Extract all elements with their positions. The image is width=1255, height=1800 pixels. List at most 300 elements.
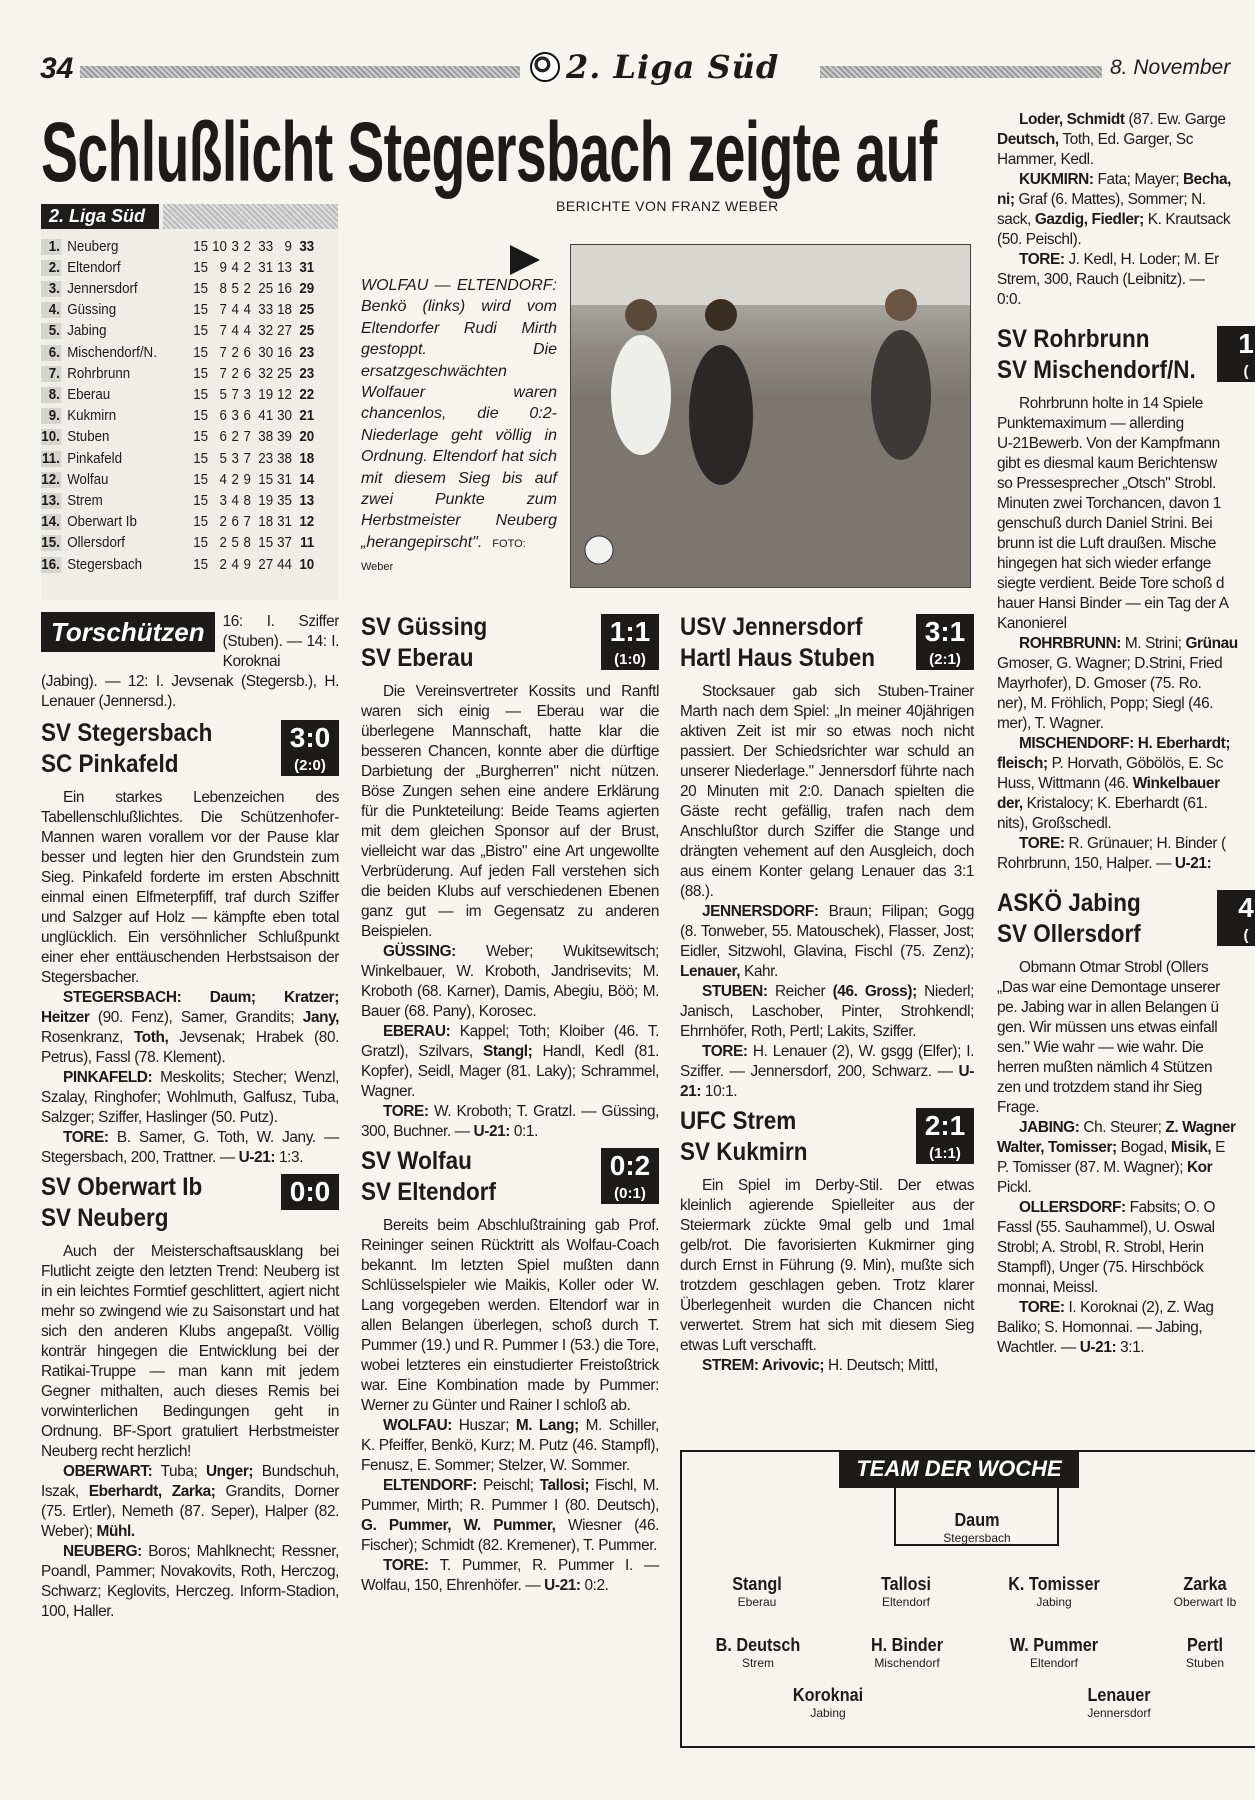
- team-cell: Neuberg: [67, 238, 119, 255]
- team-player: [682, 1574, 832, 1609]
- points-cell: 12: [299, 514, 315, 531]
- player-name: W. Pummer: [1009, 1635, 1099, 1655]
- points-cell: 23: [299, 365, 315, 382]
- drawn-cell: 2: [231, 429, 239, 446]
- football-icon: [530, 52, 560, 82]
- points-cell: 10: [299, 556, 315, 573]
- paragraph: [680, 1176, 974, 1356]
- rank-cell: 11.: [42, 450, 60, 467]
- team-cell: Pinkafeld: [67, 450, 123, 467]
- text-segment: (90. Fenz), Samer, Grandits;: [89, 1009, 303, 1026]
- rank-cell: 8.: [41, 387, 62, 403]
- paragraph: [41, 1128, 339, 1168]
- goals-for-cell: 33: [258, 302, 274, 319]
- text-segment: TORE:: [383, 1103, 429, 1120]
- text-segment: Boros; Mahlknecht; Ressner, Poandl, Pammer; Novakovits, Roth, Herczog, Schwarz; Keglovits, Herczeg. Inform-Stadion, 100, Haller.: [41, 1543, 339, 1620]
- goals-against-cell: 38: [277, 450, 292, 467]
- text-segment: Wiesner (46. Fischer); Schmidt (82. Kremener), T. Pummer.: [361, 1517, 659, 1554]
- text-segment: Lenauer,: [680, 963, 741, 980]
- paragraph: [361, 942, 659, 1022]
- text-segment: Ch. Steurer;: [1079, 1119, 1166, 1136]
- player-club: Eltendorf: [1029, 1656, 1079, 1670]
- halftime-score: (: [1243, 927, 1249, 944]
- team-cell: Jabing: [67, 323, 107, 340]
- player-club: Stegersbach: [943, 1531, 1011, 1545]
- home-team: SV Stegersbach: [41, 719, 213, 747]
- text-segment: J. Kedl, H. Loder; M. Er Strem, 300, Rauch (Leibnitz). — 0:0.: [997, 251, 1219, 308]
- table-row: [41, 533, 314, 554]
- paragraph: [41, 1542, 339, 1622]
- paragraph: [997, 170, 1255, 250]
- goals-against-cell: 25: [277, 365, 292, 382]
- text-segment: U-21:: [680, 1063, 974, 1100]
- goals-for-cell: 18: [258, 514, 274, 531]
- text-segment: Handl, Kedl (81. Kopfer), Seidl, Mager (81. Laky); Schrammel, Wagner.: [361, 1043, 659, 1100]
- text-segment: Jany,: [302, 1009, 339, 1026]
- table-row: [41, 448, 314, 469]
- won-cell: 2: [219, 535, 227, 552]
- points-cell: 18: [299, 450, 315, 467]
- text-segment: OBERWART:: [63, 1463, 153, 1480]
- player-name: Zarka: [1183, 1574, 1227, 1594]
- text-segment: 0:1.: [510, 1123, 538, 1140]
- score-box: [916, 1108, 974, 1164]
- player-name: H. Binder: [870, 1635, 943, 1655]
- team-player: [902, 1510, 1052, 1545]
- text-segment: Unger;: [205, 1463, 254, 1480]
- table-row: [41, 236, 314, 257]
- away-team: SV Kukmirn: [680, 1138, 808, 1166]
- lost-cell: 9: [243, 556, 251, 573]
- table-row: [41, 490, 314, 511]
- rank-cell: 7.: [41, 366, 62, 382]
- text-segment: Mühl.: [96, 1523, 135, 1540]
- text-segment: TORE:: [1019, 251, 1065, 268]
- away-team: SV Neuberg: [41, 1204, 169, 1232]
- text-segment: I. Koroknai (2), Z. Wag Baliko; S. Homonnai. — Jabing, Wachtler. —: [997, 1299, 1214, 1356]
- section-logo: [530, 48, 779, 86]
- points-cell: 20: [299, 429, 315, 446]
- goals-for-cell: 41: [258, 408, 274, 425]
- played-cell: 15: [193, 238, 209, 255]
- paragraph: [680, 902, 974, 982]
- player-club: Mischendorf: [874, 1656, 940, 1670]
- text-segment: (46. Gross);: [832, 983, 917, 1000]
- halftime-score: (: [1243, 363, 1249, 380]
- paragraph: [680, 982, 974, 1042]
- text-segment: ROHRBRUNN:: [1019, 635, 1122, 652]
- won-cell: 8: [219, 280, 227, 297]
- table-row: [41, 469, 314, 490]
- score-box: [916, 614, 974, 670]
- player-club: Eltendorf: [881, 1595, 931, 1609]
- table-row: [41, 321, 314, 342]
- text-segment: (87. Ew. Garge: [1128, 111, 1226, 128]
- final-score: 0:2: [609, 1150, 651, 1181]
- table-title: 2. Liga Süd: [41, 204, 159, 229]
- player-name: Pertl: [1186, 1635, 1224, 1655]
- paragraph: [997, 110, 1255, 170]
- paragraph: [997, 1118, 1255, 1198]
- text-segment: Deutsch,: [997, 131, 1059, 148]
- text-segment: Reicher: [767, 983, 833, 1000]
- rank-cell: 12.: [41, 471, 60, 488]
- drawn-cell: 3: [231, 238, 239, 255]
- won-cell: 4: [219, 471, 227, 488]
- goals-against-cell: 18: [277, 302, 292, 319]
- lost-cell: 6: [243, 344, 251, 361]
- team-cell: Rohrbrunn: [67, 365, 131, 382]
- text-segment: R. Grünauer; H. Binder ( Rohrbrunn, 150, Halper. —: [997, 835, 1226, 872]
- table-header-pattern: [163, 204, 338, 229]
- text-segment: Gazdig, Fiedler;: [1034, 211, 1144, 228]
- goals-against-cell: 16: [277, 344, 292, 361]
- won-cell: 7: [219, 344, 227, 361]
- won-cell: 6: [219, 429, 227, 446]
- drawn-cell: 4: [231, 556, 239, 573]
- goals-against-cell: 44: [277, 556, 292, 573]
- team-cell: Mischendorf/N.: [67, 344, 157, 361]
- text-segment: STREM: Arivovic;: [702, 1357, 825, 1374]
- goals-against-cell: 12: [277, 386, 292, 403]
- lost-cell: 2: [243, 238, 251, 255]
- played-cell: 15: [193, 450, 209, 467]
- played-cell: 15: [193, 471, 209, 488]
- goals-for-cell: 25: [258, 280, 274, 297]
- match-header: [680, 612, 974, 676]
- photo-caption: [361, 275, 557, 579]
- played-cell: 15: [193, 386, 209, 403]
- paragraph: [997, 734, 1255, 834]
- won-cell: 10: [212, 238, 227, 255]
- text-segment: M. Schiller, K. Pfeiffer, Benkö, Kurz; M. Putz (46. Stampfl), Fenusz, E. Sommer; Stelzer, W. Sommer.: [361, 1417, 660, 1474]
- paragraph: [680, 1356, 974, 1376]
- team-of-the-week: [680, 1450, 1255, 1748]
- caption-text: WOLFAU — ELTENDORF: Benkö (links) wird vom Eltendorfer Rudi Mirth gestoppt. Die ersatzgeschwächten Wolfauer waren chancenlos, die 0:2-Niederlage geht völlig in Ordnung. Eltendorf hat sich mit diesem Sieg bis auf zwei Punkte zum Herbstmeister Neuberg „herangepirscht".: [361, 277, 557, 551]
- text-segment: Fabsits; O. O Fassl (55. Sauhammel), U. Oswal Strobl; A. Strobl, R. Strobl, Herin Stampfl), Unger (75. Hirschböck monnai, Meissl.: [997, 1199, 1216, 1296]
- player-name: Stangl: [732, 1574, 782, 1594]
- table-row: [41, 342, 314, 363]
- table-row: [41, 257, 314, 278]
- goals-for-cell: 23: [258, 450, 274, 467]
- match-photo: [570, 244, 971, 588]
- goals-for-cell: 19: [258, 386, 274, 403]
- text-segment: EBERAU:: [383, 1023, 451, 1040]
- goals-against-cell: 37: [277, 535, 292, 552]
- lost-cell: 2: [243, 280, 251, 297]
- score-box: [601, 614, 659, 670]
- text-segment: Kor: [1186, 1159, 1213, 1176]
- text-segment: Auch der Meisterschaftsausklang bei Flutlicht zeigte den letzten Trend: Neuberg ist in ein leichtes Formtief geschlittert, agiert nicht mehr so zwingend wie zu Saisonstart und hat sich den anderen Klubs angepaßt. Völlig konträr hingegen die Entwicklung bei der Ratikai-Truppe — man kann mit jedem Gegner mithalten, auch dieses Remis bei vorwinterlichen Bedingungen geht in Ordnung. BF-Sport gratuliert Herbstmeister Neuberg recht herzlich!: [41, 1243, 339, 1460]
- text-segment: Die Vereinsvertreter Kossits und Ranftl waren sich einig — Eberau war die überlegene Mannschaft, hatte klar die besseren Chancen, konnte aber die dürftige Darbietung der „Burgherren" nicht nützen. Böse Zungen sehen eine andere Erklärung für die Punkteteilung: Beide Teams agierten mit dem gleichen Sponsor auf der Brust, vielleicht war das „Bistro" eine Art ungewollte Verbrüderung. Auf jeden Fall verstehen sich die beiden Klubs auf verschiedenen Ebenen ganz gut — im Gegensatz zu anderen Beispielen.: [361, 683, 659, 940]
- text-segment: Tallosi;: [539, 1477, 590, 1494]
- table-row: [41, 406, 314, 427]
- rank-cell: 5.: [41, 323, 62, 339]
- played-cell: 15: [193, 514, 209, 531]
- text-segment: Ein starkes Lebenzeichen des Tabellenschlußlichtes. Die Schützenhofer-Mannen waren vorallem vor der Pause klar besser und legten hier den Grundstein zum Sieg. Pinkafeld forderte im ersten Abschnitt einmal einen Elfmeterpfiff, traf durch Sziffer und Salzger auf Holz — kämpfte eben total unglücklich. Ein versöhnlicher Schlußpunkt einer eher enttäuschenden Herbstsaison der Stegersbacher.: [41, 789, 339, 986]
- won-cell: 7: [219, 323, 227, 340]
- final-score: 3:1: [924, 616, 966, 647]
- paragraph: [361, 1216, 659, 1416]
- rank-cell: 14.: [41, 514, 60, 531]
- team-player: [832, 1635, 982, 1670]
- goals-against-cell: 35: [277, 492, 292, 509]
- text-segment: Grünau: [1185, 635, 1238, 652]
- team-player: [1130, 1635, 1255, 1670]
- paragraph: [361, 1022, 659, 1102]
- played-cell: 15: [193, 408, 209, 425]
- text-segment: Bundschuh, Iszak,: [41, 1463, 339, 1500]
- halftime-score: (2:1): [929, 651, 961, 668]
- text-segment: Toth, Ed. Garger, Sc Hammer, Kedl.: [997, 131, 1193, 168]
- lost-cell: 7: [243, 429, 251, 446]
- home-team: SV Rohrbrunn: [997, 325, 1150, 353]
- text-segment: Peischl;: [477, 1477, 540, 1494]
- text-segment: Bogad,: [1116, 1139, 1171, 1156]
- text-segment: MISCHENDORF: H. Eberhardt; fleisch;: [997, 735, 1231, 772]
- column-4: [997, 110, 1255, 1358]
- won-cell: 7: [219, 302, 227, 319]
- goals-for-cell: 15: [258, 471, 274, 488]
- text-segment: H. Deutsch; Mittl,: [824, 1357, 939, 1374]
- lost-cell: 9: [243, 471, 251, 488]
- text-segment: Meskolits; Stecher; Wenzl, Szalay, Ringhofer; Wohlmuth, Galfusz, Tuba, Salzger; Sziffer, Haslinger (50. Putz).: [41, 1069, 339, 1126]
- column-2: [361, 608, 659, 1596]
- text-segment: T. Pummer, R. Pummer I. — Wolfau, 150, Ehrenhöfer. —: [361, 1557, 659, 1594]
- final-score: 4: [1238, 892, 1254, 923]
- paragraph: [997, 834, 1255, 874]
- text-segment: Huszar;: [452, 1417, 516, 1434]
- goals-for-cell: 30: [258, 344, 274, 361]
- player-name: Daum: [954, 1510, 1000, 1530]
- table-row: [41, 512, 314, 533]
- paragraph: [41, 1068, 339, 1128]
- drawn-cell: 3: [231, 450, 239, 467]
- lost-cell: 4: [243, 302, 251, 319]
- text-segment: Toth,: [133, 1029, 169, 1046]
- text-segment: Braun; Filipan; Gogg (8. Tonweber, 55. Matouschek), Flasser, Jost; Eidler, Sitzwohl, Glavina, Fischl (75. Zenz);: [680, 903, 974, 960]
- lost-cell: 7: [243, 514, 251, 531]
- match-header: [361, 612, 659, 676]
- match-header: [41, 718, 339, 782]
- team-cell: Stegersbach: [67, 556, 143, 573]
- score-box: [281, 1174, 339, 1210]
- text-segment: TORE:: [383, 1557, 429, 1574]
- halftime-score: (1:1): [929, 1145, 961, 1162]
- home-team: SV Güssing: [361, 613, 488, 641]
- table-row: [41, 278, 314, 299]
- final-score: 0:0: [289, 1176, 331, 1207]
- rank-cell: 16.: [41, 556, 60, 573]
- won-cell: 3: [219, 492, 227, 509]
- halftime-score: (1:0): [614, 651, 646, 668]
- paragraph: [680, 1042, 974, 1102]
- home-team: SV Wolfau: [361, 1147, 472, 1175]
- final-score: 1: [1238, 328, 1254, 359]
- standings-table: [41, 204, 338, 600]
- header-rule: [820, 66, 1102, 78]
- header-rule: [80, 66, 520, 78]
- final-score: 3:0: [289, 722, 331, 753]
- text-segment: Eberhardt, Zarka;: [88, 1483, 216, 1500]
- points-cell: 21: [299, 408, 315, 425]
- text-segment: Fischl, M. Pummer, Mirth; R. Pummer I (80. Deutsch),: [361, 1477, 659, 1514]
- points-cell: 11: [300, 535, 315, 552]
- player-name: K. Tomisser: [1008, 1574, 1100, 1594]
- text-segment: Grandits, Dorner (75. Ertler), Nemeth (87. Seper), Halper (82. Weber);: [41, 1483, 339, 1540]
- text-segment: B. Samer, G. Toth, W. Jany. — Stegersbach, 200, Trattner. —: [41, 1129, 339, 1166]
- home-team: ASKÖ Jabing: [997, 889, 1141, 917]
- text-segment: Gmoser, G. Wagner; D.Strini, Fried Mayrhofer), D. Gmoser (75. Ro. ner), M. Fröhlich, Popp; Siegl (46. mer), T. Wagner.: [997, 655, 1223, 732]
- team-cell: Kukmirn: [67, 408, 117, 425]
- text-segment: JABING:: [1019, 1119, 1080, 1136]
- drawn-cell: 3: [231, 408, 239, 425]
- away-team: SV Eltendorf: [361, 1178, 497, 1206]
- lost-cell: 3: [243, 386, 251, 403]
- text-segment: ELTENDORF:: [383, 1477, 478, 1494]
- goals-for-cell: 33: [258, 238, 274, 255]
- headline: Schlußlicht Stegersbach zeigte auf: [41, 105, 937, 199]
- player-club: Oberwart Ib: [1173, 1595, 1237, 1609]
- played-cell: 15: [193, 302, 209, 319]
- paragraph: [997, 1298, 1255, 1358]
- drawn-cell: 4: [231, 259, 239, 276]
- text-segment: STUBEN:: [702, 983, 768, 1000]
- text-segment: G. Pummer, W. Pummer,: [361, 1517, 556, 1534]
- text-segment: Bereits beim Abschlußtraining gab Prof. Reininger seinen Rücktritt als Wolfau-Coach bekannt. Im letzten Spiel mußten dann Schlüsselspieler wie Maikis, Koller oder W. Lang vorgegeben werden. Eltendorf war in allen Belangen überlegen, schoß durch T. Pummer (19.) und R. Pummer I (53.) die Tore, wobei letzteres ein einstudierter Freistoßtrick war. Eine Kombination made by Pummer: Werner zu Günter und Rainer I schloß ab.: [361, 1217, 659, 1414]
- text-segment: Ein Spiel im Derby-Stil. Der etwas kleinlich agierende Spielleiter aus der Steiermark zückte 9mal gelb und 1mal gelb/rot. Die favorisierten Kukmirner ging durch Ernst in Führung (9. Min), mußte sich trotzdem geschlagen geben. Trotz klarer Überlegenheit wurden die Chancen nicht verwertet. Strem hat sich mit diesem Sieg etwas Luft verschafft.: [680, 1177, 974, 1354]
- text-segment: PINKAFELD:: [63, 1069, 153, 1086]
- rank-cell: 6.: [41, 345, 62, 361]
- goals-for-cell: 27: [258, 556, 274, 573]
- goals-against-cell: 9: [284, 238, 292, 255]
- played-cell: 15: [193, 323, 209, 340]
- goals-against-cell: 27: [277, 323, 292, 340]
- drawn-cell: 7: [231, 386, 239, 403]
- text-segment: Jevsenak; Hrabek (80. Petrus), Fassl (78. Klement).: [41, 1029, 339, 1066]
- drawn-cell: 2: [231, 365, 239, 382]
- drawn-cell: 6: [231, 514, 239, 531]
- text-segment: Z. Wagner Walter, Tomisser;: [997, 1119, 1236, 1156]
- team-player: [1130, 1574, 1255, 1609]
- photo-illustration: [571, 245, 971, 588]
- goals-against-cell: 13: [277, 259, 292, 276]
- drawn-cell: 5: [231, 280, 239, 297]
- played-cell: 15: [193, 280, 209, 297]
- player-club: Eberau: [737, 1595, 777, 1609]
- team-cell: Ollersdorf: [67, 535, 126, 552]
- paragraph: [41, 788, 339, 988]
- rank-cell: 13.: [41, 492, 60, 509]
- page-number: 34: [40, 52, 74, 85]
- text-segment: U-21:: [1174, 855, 1212, 872]
- text-segment: U-21:: [544, 1577, 581, 1594]
- rank-cell: 1.: [41, 239, 62, 255]
- drawn-cell: 2: [231, 344, 239, 361]
- rank-cell: 10.: [41, 429, 60, 446]
- paragraph: [997, 250, 1255, 310]
- text-segment: TORE:: [63, 1129, 109, 1146]
- rank-cell: 2.: [41, 260, 62, 276]
- points-cell: 25: [299, 302, 315, 319]
- score-box: [601, 1148, 659, 1204]
- section-title: 2. Liga Süd: [566, 48, 780, 86]
- table-row: [41, 363, 314, 384]
- lost-cell: 2: [243, 259, 251, 276]
- points-cell: 22: [299, 386, 315, 403]
- paragraph: [997, 1198, 1255, 1298]
- halftime-score: (2:0): [294, 757, 326, 774]
- text-segment: Misik,: [1170, 1139, 1212, 1156]
- paragraph: [997, 634, 1255, 734]
- rank-cell: 9.: [41, 408, 62, 424]
- text-segment: NEUBERG:: [63, 1543, 142, 1560]
- rank-cell: 15.: [41, 535, 60, 552]
- text-segment: M. Lang;: [515, 1417, 579, 1434]
- drawn-cell: 4: [231, 302, 239, 319]
- lost-cell: 7: [243, 450, 251, 467]
- team-title: TEAM DER WOCHE: [839, 1450, 1079, 1488]
- paragraph: [41, 1242, 339, 1462]
- text-segment: 3:1.: [1116, 1339, 1145, 1356]
- played-cell: 15: [193, 365, 209, 382]
- rank-cell: 4.: [41, 302, 62, 318]
- text-segment: E P. Tomisser (87. M. Wagner);: [997, 1139, 1226, 1176]
- home-team: UFC Strem: [680, 1107, 797, 1135]
- points-cell: 25: [299, 323, 315, 340]
- goals-against-cell: 39: [277, 429, 292, 446]
- text-segment: M. Strini;: [1121, 635, 1186, 652]
- won-cell: 9: [219, 259, 227, 276]
- text-segment: Tuba;: [152, 1463, 206, 1480]
- text-segment: OLLERSDORF:: [1019, 1199, 1126, 1216]
- score-box: [1217, 326, 1255, 382]
- text-segment: KUKMIRN:: [1019, 171, 1094, 188]
- goals-for-cell: 19: [258, 492, 274, 509]
- lost-cell: 6: [243, 365, 251, 382]
- text-segment: Obmann Otmar Strobl (Ollers „Das war eine Demontage unserer pe. Jabing war in allen Belangen ü gen. Wir müssen uns etwas einfall sen." Wie wahr — wie wahr. Die herren mußten nämlich 4 Stützen zen und trotzdem stand ihr Sieg Frage.: [997, 959, 1220, 1116]
- paragraph: [361, 1102, 659, 1142]
- match-header: [41, 1172, 339, 1236]
- match-header: [997, 888, 1255, 952]
- text-segment: Kappel; Toth; Kloiber (46. T. Gratzl), Szilvars,: [361, 1023, 659, 1060]
- text-segment: Becha, ni;: [997, 171, 1232, 208]
- won-cell: 7: [219, 365, 227, 382]
- goals-against-cell: 16: [277, 280, 292, 297]
- home-team: USV Jennersdorf: [680, 613, 863, 641]
- text-segment: Niederl; Janisch, Laschober, Pinter, Strohkendl; Ehrnhöfer, Roth, Pertl; Lakits, Sziffer.: [680, 983, 974, 1040]
- text-segment: Kahr.: [740, 963, 778, 980]
- text-segment: 10:1.: [701, 1083, 738, 1100]
- text-segment: Loder, Schmidt: [1019, 111, 1125, 128]
- team-cell: Jennersdorf: [67, 280, 138, 297]
- points-cell: 31: [299, 259, 315, 276]
- team-cell: Güssing: [67, 302, 117, 319]
- text-segment: TORE:: [1019, 1299, 1065, 1316]
- played-cell: 15: [193, 344, 209, 361]
- drawn-cell: 5: [231, 535, 239, 552]
- drawn-cell: 4: [231, 323, 239, 340]
- player-name: Tallosi: [880, 1574, 932, 1594]
- won-cell: 6: [219, 408, 227, 425]
- final-score: 1:1: [609, 616, 651, 647]
- goals-for-cell: 15: [258, 535, 274, 552]
- away-team: Hartl Haus Stuben: [680, 644, 876, 672]
- lost-cell: 6: [243, 408, 251, 425]
- lost-cell: 8: [243, 492, 251, 509]
- player-club: Jabing: [1036, 1595, 1072, 1609]
- score-box: [281, 720, 339, 776]
